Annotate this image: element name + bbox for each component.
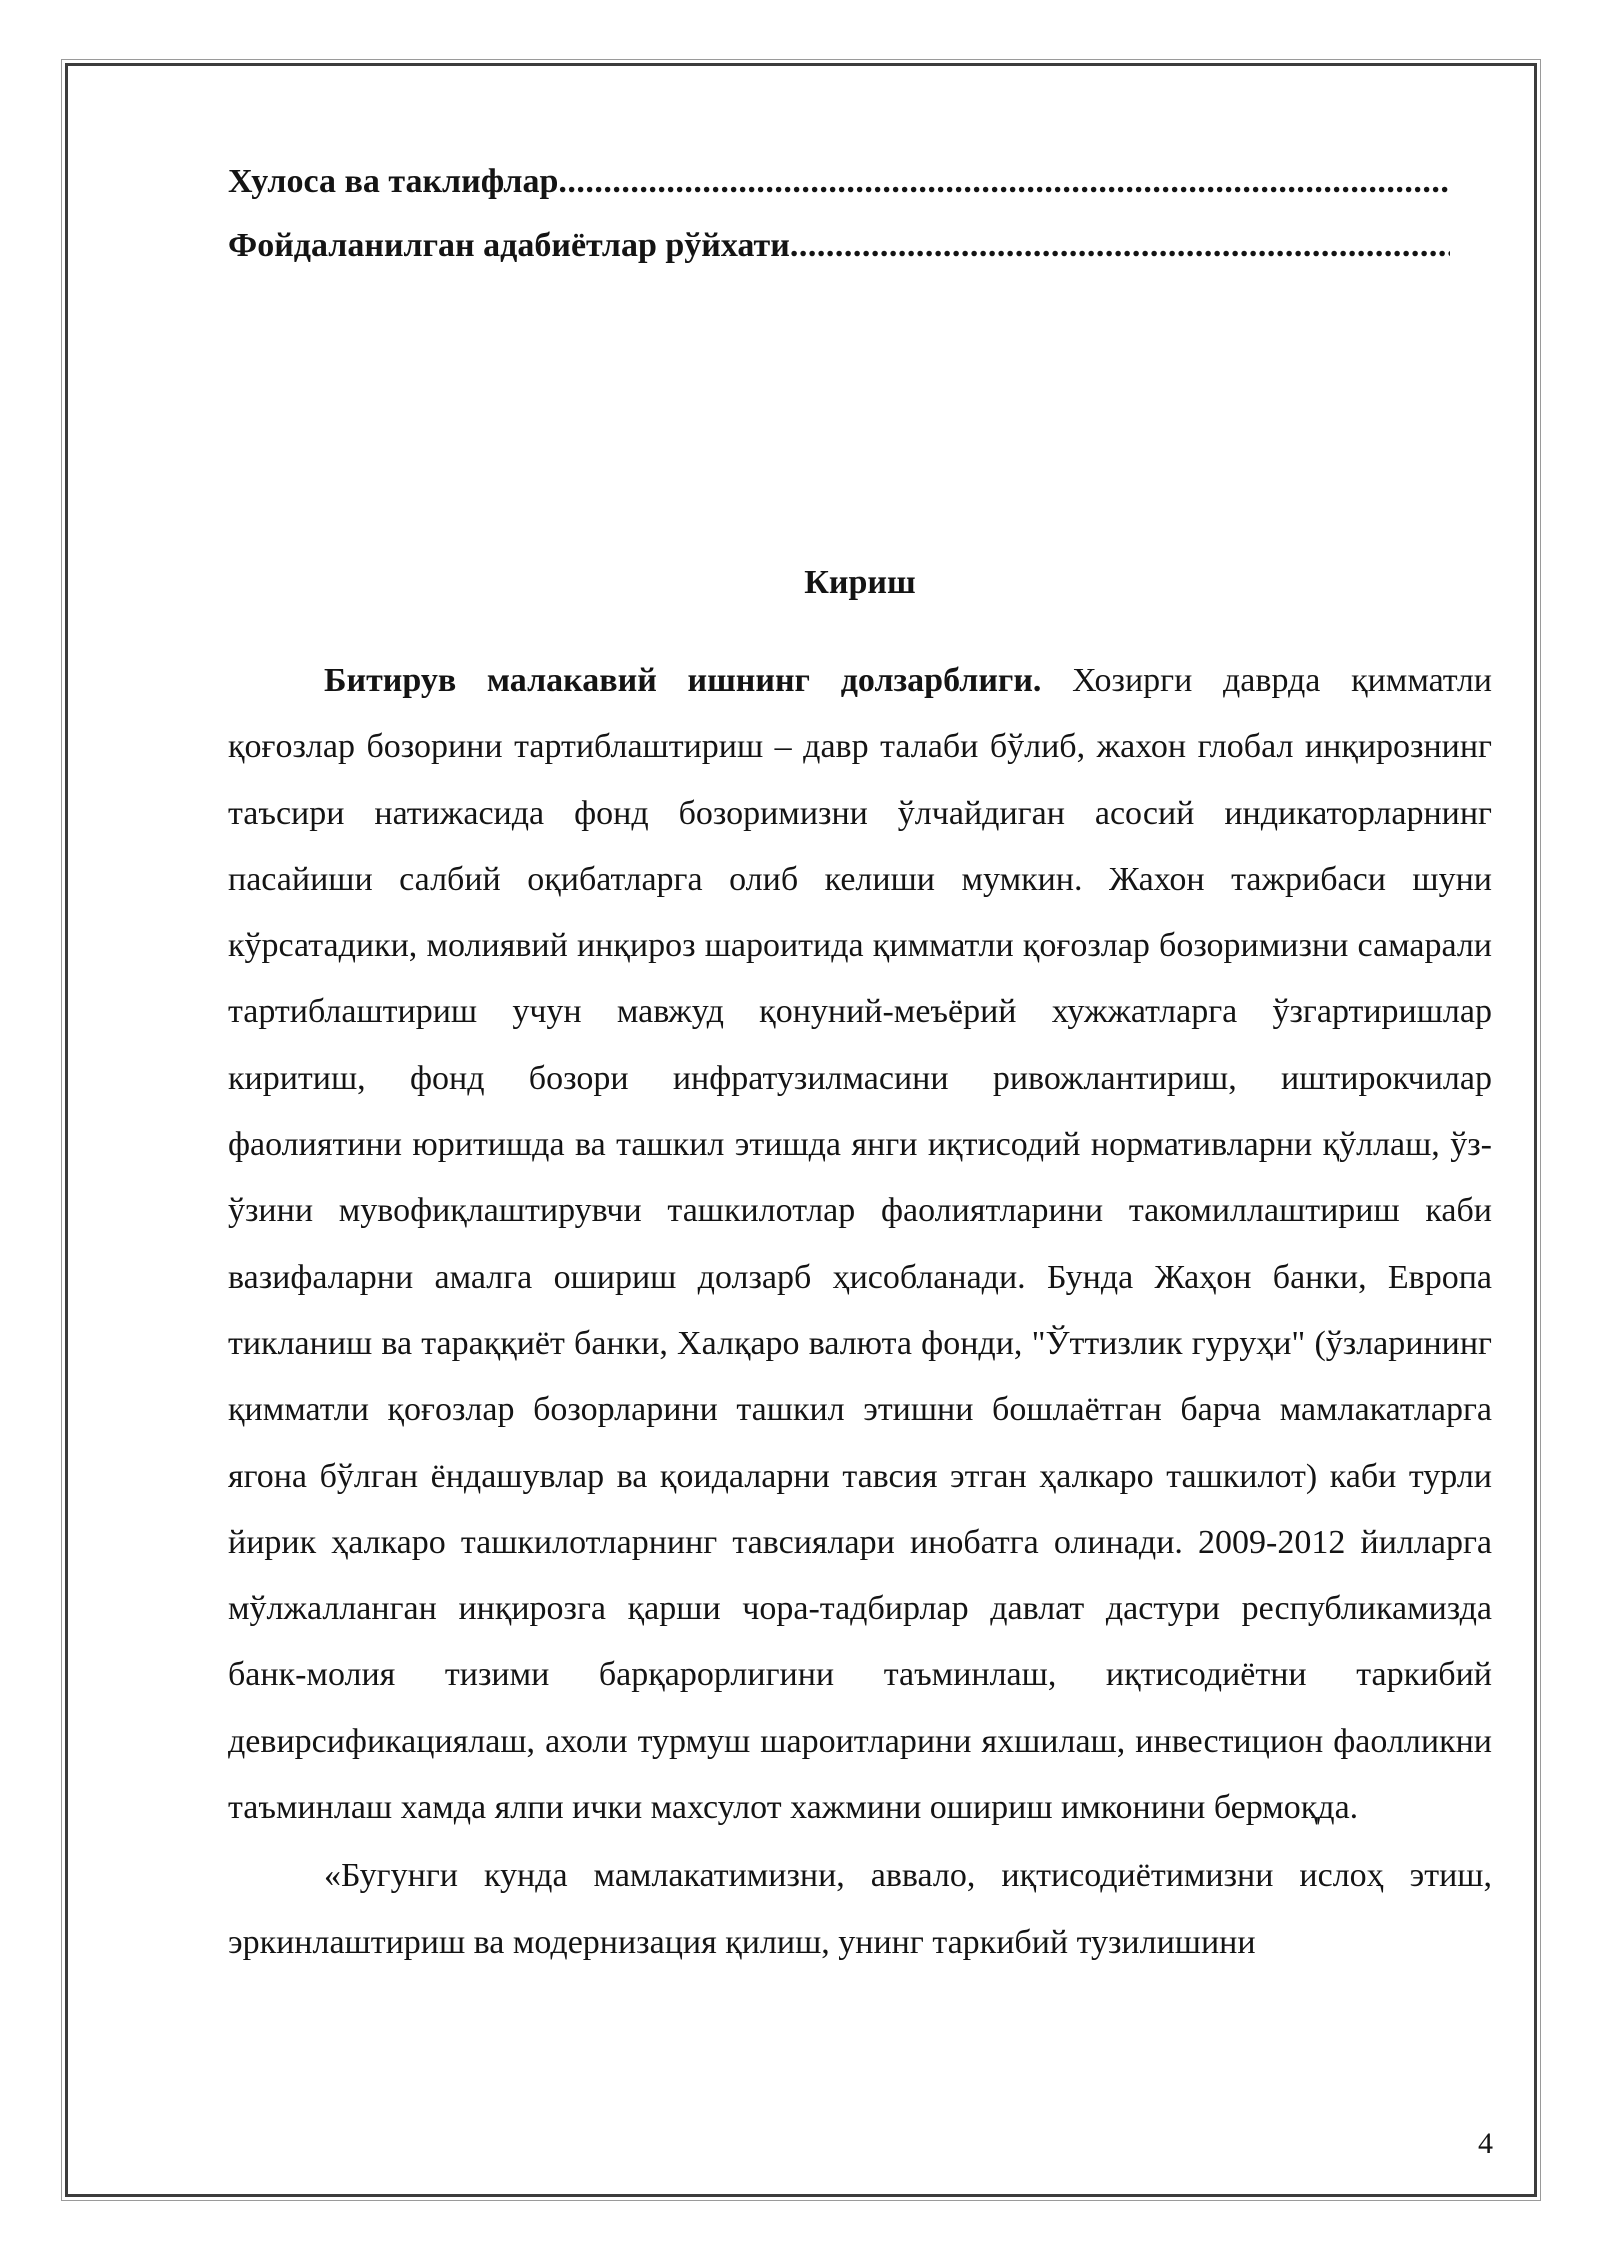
page-number: 4 <box>1478 2127 1493 2160</box>
body-paragraph <box>228 1843 1492 1976</box>
table-of-contents <box>228 150 1450 278</box>
toc-entry-references[interactable] <box>228 214 1450 278</box>
toc-entry-label: Фойдаланилган адабиётлар рўйхати <box>228 227 790 264</box>
toc-dot-leader <box>558 150 1450 214</box>
section-body <box>228 648 1492 1978</box>
paragraph-lead: Битирув малакавий ишнинг долзарблиги. <box>324 662 1042 699</box>
paragraph-text: Хозирги даврда қимматли қоғозлар бозорини тартиблаштириш – давр талаби бўлиб, жахон глобал инқирознинг таъсири натижасида фонд бозоримизни ўлчайдиган асосий индикаторларнинг пасайиши салбий оқибатларга олиб келиши мумкин. Жахон тажрибаси шуни кўрсатадики, молиявий инқироз шароитида қимматли қоғозлар бозоримизни самарали тартиблаштириш учун мавжуд қонуний-меъёрий хужжатларга ўзгартиришлар киритиш, фонд бозори инфратузилмасини ривожлантириш, иштирокчилар фаолиятини юритишда ва ташкил этишда янги иқтисодий нормативларни қўллаш, ўз-ўзини мувофиқлаштирувчи ташкилотлар фаолиятларини такомиллаштириш каби вазифаларни амалга ошириш долзарб ҳисобланади. Бунда Жаҳон банки, Европа тикланиш ва тараққиёт банки, Халқаро валюта фонди, "Ўттизлик гуруҳи" (ўзларининг қимматли қоғозлар бозорларини ташкил этишни бошлаётган барча мамлакатларга ягона бўлган ёндашувлар ва қоидаларни тавсия этган ҳалкаро ташкилот) каби турли йирик ҳалкаро ташкилотларнинг тавсиялари инобатга олинади. 2009-2012 йилларга мўлжалланган инқирозга қарши чора-тадбирлар давлат дастури республикамизда банк-молия тизими барқарорлигини таъминлаш, иқтисодиётни таркибий девирсификациялаш, ахоли турмуш шароитларини яхшилаш, инвестицион фаолликни таъминлаш хамда ялпи ички махсулот хажмини ошириш имконини бермоқда. <box>228 662 1492 1827</box>
section-heading: Кириш <box>804 564 916 601</box>
toc-entry-conclusions[interactable] <box>228 150 1450 214</box>
paragraph-text: «Бугунги кунда мамлакатимизни, аввало, иқтисодиётимизни ислоҳ этиш, эркинлаштириш ва модернизация қилиш, унинг таркибий тузилишини <box>228 1857 1492 1961</box>
body-paragraph <box>228 648 1492 1841</box>
toc-dot-leader <box>790 214 1450 278</box>
toc-entry-label: Хулоса ва таклифлар <box>228 163 559 200</box>
